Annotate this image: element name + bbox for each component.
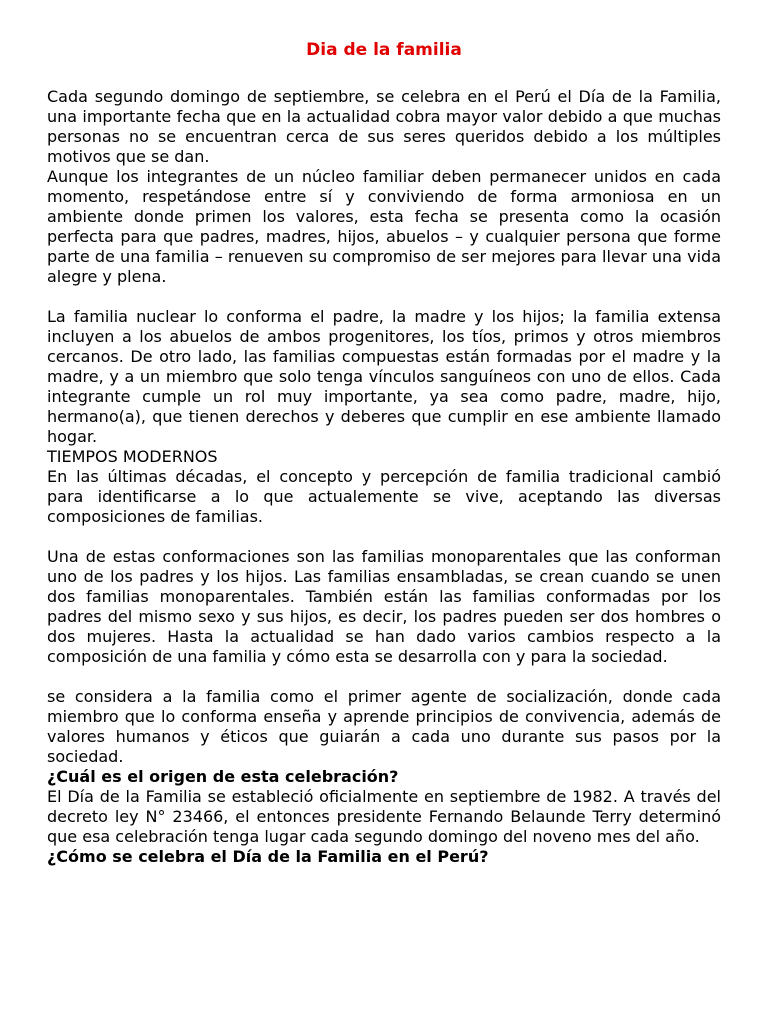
paragraph-conformations: Una de estas conformaciones son las familias monoparentales que las conforman uno de los padres y los hijos. Las familias ensambladas, se crean cuando se unen dos familias monoparentales. También están las familias conformadas por los padres del mismo sexo y sus hijos, es decir, los padres pueden ser dos hombres o dos mujeres. Hasta la actualidad se han dado varios cambios respecto a la composición de una familia y cómo esta se desarrolla con y para la sociedad. bbox=[47, 547, 721, 666]
paragraph-family-types: La familia nuclear lo conforma el padre, la madre y los hijos; la familia extensa incluyen a los abuelos de ambos progenitores, los tíos, primos y otros miembros cercanos. De otro lado, las familias compuestas están formadas por el madre y la madre, y a un miembro que solo tenga vínculos sanguíneos con uno de ellos. Cada integrante cumple un rol muy importante, ya sea como padre, madre, hijo, hermano(a), que tienen derechos y deberes que cumplir en ese ambiente llamado hogar. bbox=[47, 307, 721, 446]
paragraph-modern-concept: En las últimas décadas, el concepto y percepción de familia tradicional cambió para identificarse a lo que actualemente se vive, aceptando las diversas composiciones de familias. bbox=[47, 467, 721, 526]
heading-origin: ¿Cuál es el origen de esta celebración? bbox=[47, 767, 399, 786]
document-title: Dia de la familia bbox=[306, 40, 462, 60]
heading-tiempos-modernos: TIEMPOS MODERNOS bbox=[47, 447, 218, 466]
paragraph-unity: Aunque los integrantes de un núcleo familiar deben permanecer unidos en cada momento, respetándose entre sí y conviviendo de forma armoniosa en un ambiente donde primen los valores, esta fecha se presenta como la ocasión perfecta para que padres, madres, hijos, abuelos – y cualquier persona que forme parte de una familia – renueven su compromiso de ser mejores para llevar una vida alegre y plena. bbox=[47, 167, 721, 286]
document-page bbox=[47, 40, 721, 867]
paragraph-intro: Cada segundo domingo de septiembre, se celebra en el Perú el Día de la Familia, una importante fecha que en la actualidad cobra mayor valor debido a que muchas personas no se encuentran cerca de sus seres queridos debido a los múltiples motivos que se dan. bbox=[47, 87, 721, 166]
paragraph-origin: El Día de la Familia se estableció oficialmente en septiembre de 1982. A través del decreto ley N° 23466, el entonces presidente Fernando Belaunde Terry determinó que esa celebración tenga lugar cada segundo domingo del noveno mes del año. bbox=[47, 787, 721, 846]
heading-celebration: ¿Cómo se celebra el Día de la Familia en el Perú? bbox=[47, 847, 489, 866]
paragraph-socialization: se considera a la familia como el primer agente de socialización, donde cada miembro que lo conforma enseña y aprende principios de convivencia, además de valores humanos y éticos que guiarán a cada uno durante sus pasos por la sociedad. bbox=[47, 687, 721, 766]
